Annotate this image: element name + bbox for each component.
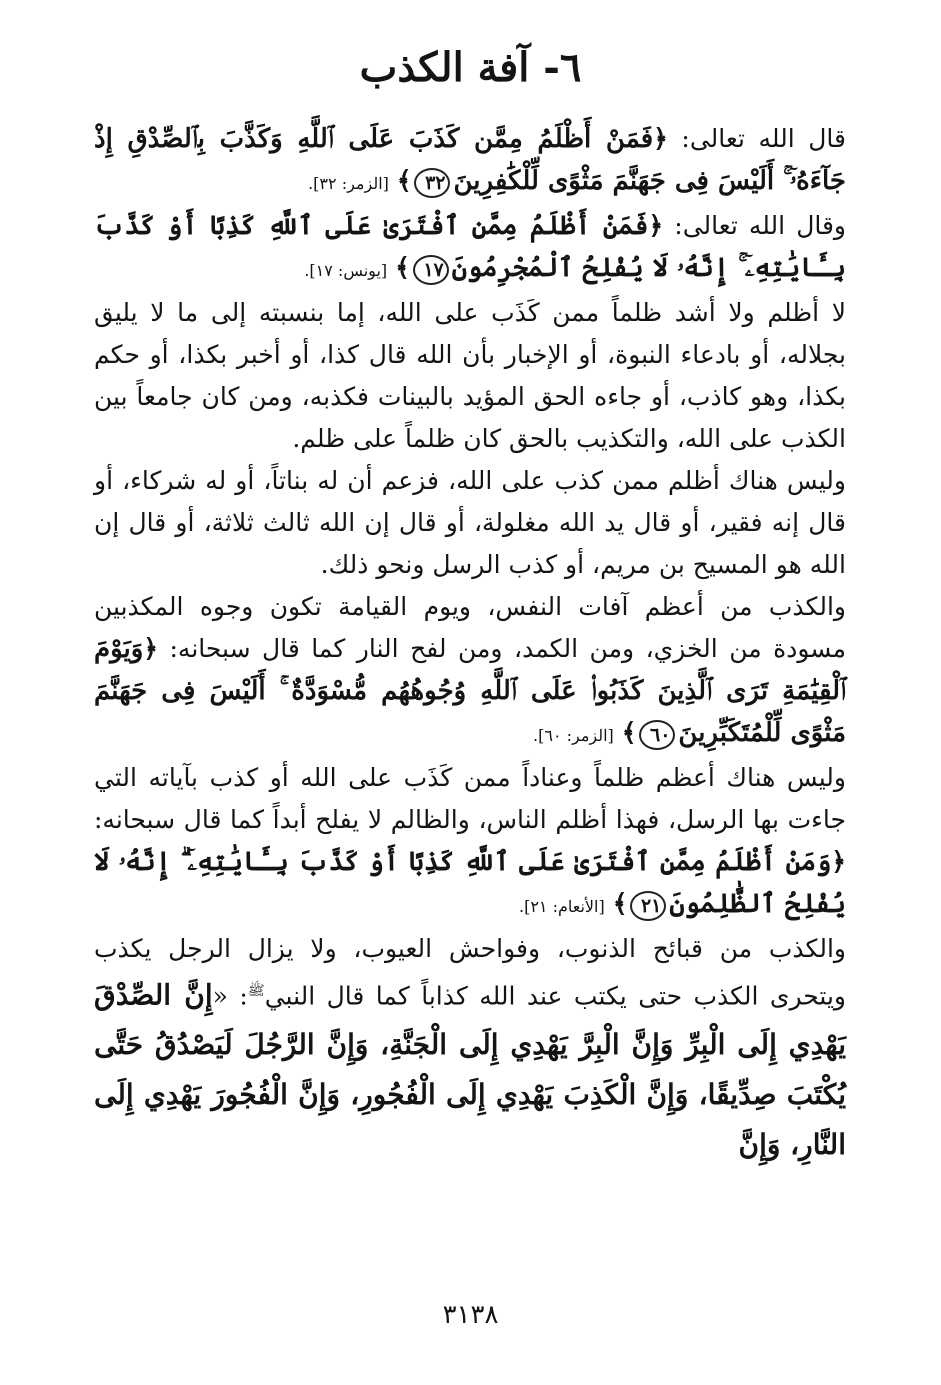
paragraph-5-text: والكذب من أعظم آفات النفس، ويوم القيامة تكون وجوه المكذبين مسودة من الخزي، ومن الكمد، ومن لفح النار كما قال سبحانه: <box>94 592 846 663</box>
verse-bracket-open: ﴿ <box>831 847 846 876</box>
hadith-text: إِنَّ الصِّدْقَ يَهْدِي إِلَى الْبِرِّ وَإِنَّ الْبِرَّ يَهْدِي إِلَى الْجَنَّةِ، وَإِنَّ الرَّجُلَ لَيَصْدُقُ حَتَّى يُكْتَبَ صِدِّيقًا، وَإِنَّ الْكَذِبَ يَهْدِي إِلَى الْفُجُورِ، وَإِنَّ الْفُجُورَ يَهْدِي إِلَى النَّارِ، وَإِنَّ <box>94 978 846 1162</box>
page-title: ٦- آفة الكذب <box>359 44 582 91</box>
ayah-number-marker: ٦٠ <box>639 720 675 750</box>
salutation-symbol: ﷺ <box>247 983 265 999</box>
paragraph-7-quote-open: : « <box>212 981 248 1011</box>
ayah-number-marker: ١٧ <box>413 255 449 285</box>
verse-reference-4: [الأنعام: ٢١]. <box>518 897 605 916</box>
paragraph-6-text: وليس هناك أعظم ظلماً وعناداً ممن كَذَب على الله أو كذب بآياته التي جاءت بها الرسل، فهذا أظلم الناس، والظالم لا يفلح أبداً كما قال سبحانه: <box>94 763 846 834</box>
paragraph-5 <box>94 586 846 757</box>
paragraph-7-text: والكذب من قبائح الذنوب، وفواحش العيوب، ولا يزال الرجل يكذب ويتحرى الكذب حتى يكتب عند الله كذاباً كما قال النبي <box>94 934 847 1011</box>
paragraph-2 <box>94 205 846 292</box>
paragraph-2-intro: وقال الله تعالى: <box>663 211 846 240</box>
page-number: ٣١٣٨ <box>442 1300 499 1330</box>
quran-verse-4: وَمَنْ أَظْلَمُ مِمَّنِ ٱفْتَرَىٰ عَلَى ٱللَّهِ كَذِبًا أَوْ كَذَّبَ بِـَٔايَٰتِهِۦٓ ۗ إِنَّهُۥ لَا يُفْلِحُ ٱلظَّٰلِمُونَ <box>94 847 846 919</box>
verse-bracket-open: ﴿ <box>648 211 664 240</box>
paragraph-1 <box>94 118 846 205</box>
verse-reference-2: [يونس: ١٧]. <box>304 261 388 280</box>
paragraph-3: لا أظلم ولا أشد ظلماً ممن كَذَب على الله، إما بنسبته إلى ما لا يليق بجلاله، أو بادعاء النبوة، أو الإخبار بأن الله قال كذا، أو أخبر بكذا، أو حكم بكذا، وهو كاذب، أو جاءه الحق المؤيد بالبينات فكذبه، ومن كان جامعاً بين الكذب على الله، والتكذيب بالحق كان ظلماً على ظلم. <box>94 298 846 453</box>
verse-bracket-close: ﴾ <box>612 889 628 918</box>
verse-bracket-close: ﴾ <box>621 718 637 747</box>
verse-reference-3: [الزمر: ٦٠]. <box>533 726 614 745</box>
verse-bracket-open: ﴿ <box>653 124 668 153</box>
verse-bracket-close: ﴾ <box>396 166 412 195</box>
paragraph-4: وليس هناك أظلم ممن كذب على الله، فزعم أن له بناتاً، أو له شركاء، أو قال إنه فقير، أو قال يد الله مغلولة، أو قال إن الله ثالث ثلاثة، أو قال إن الله هو المسيح بن مريم، أو كذب الرسل ونحو ذلك. <box>94 466 846 579</box>
ayah-number-marker: ٣٢ <box>414 168 450 198</box>
page-body <box>94 118 846 1170</box>
verse-reference-1: [الزمر: ٣٢]. <box>308 174 389 193</box>
quran-verse-2: فَمَنْ أَظْلَمُ مِمَّنِ ٱفْتَرَىٰ عَلَى ٱللَّهِ كَذِبًا أَوْ كَذَّبَ بِـَٔايَٰتِهِۦٓ ۚ إِنَّهُۥ لَا يُفْلِحُ ٱلْمُجْرِمُونَ <box>94 211 846 283</box>
quran-verse-3: وَيَوْمَ ٱلْقِيَٰمَةِ تَرَى ٱلَّذِينَ كَذَبُوا۟ عَلَى ٱللَّهِ وُجُوهُهُم مُّسْوَدَّةٌ ۚ أَلَيْسَ فِى جَهَنَّمَ مَثْوًى لِّلْمُتَكَبِّرِينَ <box>94 634 846 748</box>
quran-verse-1: فَمَنْ أَظْلَمُ مِمَّن كَذَبَ عَلَى ٱللَّهِ وَكَذَّبَ بِٱلصِّدْقِ إِذْ جَآءَهُۥٓ ۚ أَلَيْسَ فِى جَهَنَّمَ مَثْوًى لِّلْكَٰفِرِينَ <box>94 124 846 196</box>
paragraph-6 <box>94 757 846 928</box>
paragraph-7 <box>94 928 846 1170</box>
verse-bracket-open: ﴿ <box>143 634 158 663</box>
ayah-number-marker: ٢١ <box>630 891 666 921</box>
verse-bracket-close: ﴾ <box>395 253 410 282</box>
paragraph-1-intro: قال الله تعالى: <box>667 124 846 153</box>
